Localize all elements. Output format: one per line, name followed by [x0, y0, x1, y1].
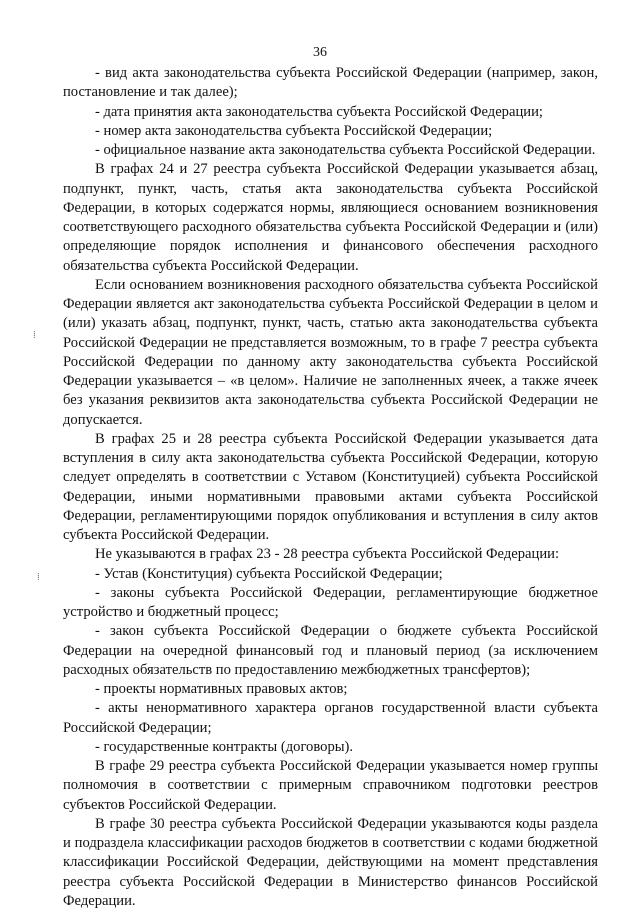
paragraph: - дата принятия акта законодательства субъекта Российской Федерации; — [95, 103, 543, 120]
paragraph: - государственные контракты (договоры). — [95, 738, 354, 755]
paragraph: В графах 24 и 27 реестра субъекта Российской Федерации указывается абзац, подпункт, пункт, часть, статья акта законодательства субъекта Российской Федерации, в которых содержатся нормы, являющиеся основанием возникновения соответствующего расходного обязательства субъекта Российской Федерации и (или) определяющие порядок исполнения и финансового обеспечения расходного обязательства субъекта Российской Федерации. — [63, 161, 598, 274]
paragraph: - Устав (Конституция) субъекта Российской Федерации; — [95, 565, 443, 582]
paragraph: - акты ненормативного характера органов государственной власти субъекта Российской Федерации; — [63, 700, 598, 736]
scan-artifact-mark: ⁞ — [37, 572, 40, 583]
paragraph: В графе 30 реестра субъекта Российской Федерации указываются коды раздела и подраздела классификации расходов бюджетов в соответствии с кодами бюджетной классификации Российской Федерации, действующими на момент представления реестра субъекта Российской Федерации в Министерство финансов Российской Федерации. — [63, 815, 598, 909]
scan-artifact-mark: ⁞ — [33, 330, 36, 341]
paragraph: Не указываются в графах 23 - 28 реестра субъекта Российской Федерации: — [95, 546, 559, 563]
paragraph: В графе 29 реестра субъекта Российской Федерации указывается номер группы полномочия в соответствии с примерным справочником подготовки реестров субъектов Российской Федерации. — [63, 758, 598, 813]
paragraph: - закон субъекта Российской Федерации о бюджете субъекта Российской Федерации на очередной финансовый год и плановый период (за исключением расходных обязательств по предоставлению межбюджетных трансфертов); — [63, 623, 598, 678]
paragraph: В графах 25 и 28 реестра субъекта Российской Федерации указывается дата вступления в силу акта законодательства субъекта Российской Федерации, которую следует определять в соответствии с Уставом (Конституцией) субъекта Российской Федерации, иными нормативными правовыми актами субъекта Российской Федерации, регламентирующими порядок опубликования и вступления в силу актов субъекта Российской Федерации. — [63, 430, 598, 543]
paragraph: - законы субъекта Российской Федерации, регламентирующие бюджетное устройство и бюджетный процесс; — [63, 584, 598, 620]
paragraph: - официальное название акта законодательства субъекта Российской Федерации. — [95, 142, 596, 158]
paragraph: - вид акта законодательства субъекта Российской Федерации (например, закон, постановление и так далее); — [63, 65, 598, 101]
paragraph: - номер акта законодательства субъекта Российской Федерации; — [95, 122, 493, 139]
paragraph: Если основанием возникновения расходного обязательства субъекта Российской Федерации является акт законодательства субъекта Российской Федерации в целом и (или) указать абзац, подпункт, пункт, часть, статью акта законодательства субъекта Российской Федерации не представляется возможным, то в графе 7 реестра субъекта Российской Федерации по данному акту законодательства субъекта Российской Федерации указывается – «в целом». Наличие не заполненных ячеек, а также ячеек без указания реквизитов акта законодательства субъекта Российской Федерации не допускается. — [63, 276, 598, 428]
document-body — [63, 64, 598, 911]
paragraph: - проекты нормативных правовых актов; — [95, 681, 348, 697]
page-number: 36 — [313, 45, 327, 60]
